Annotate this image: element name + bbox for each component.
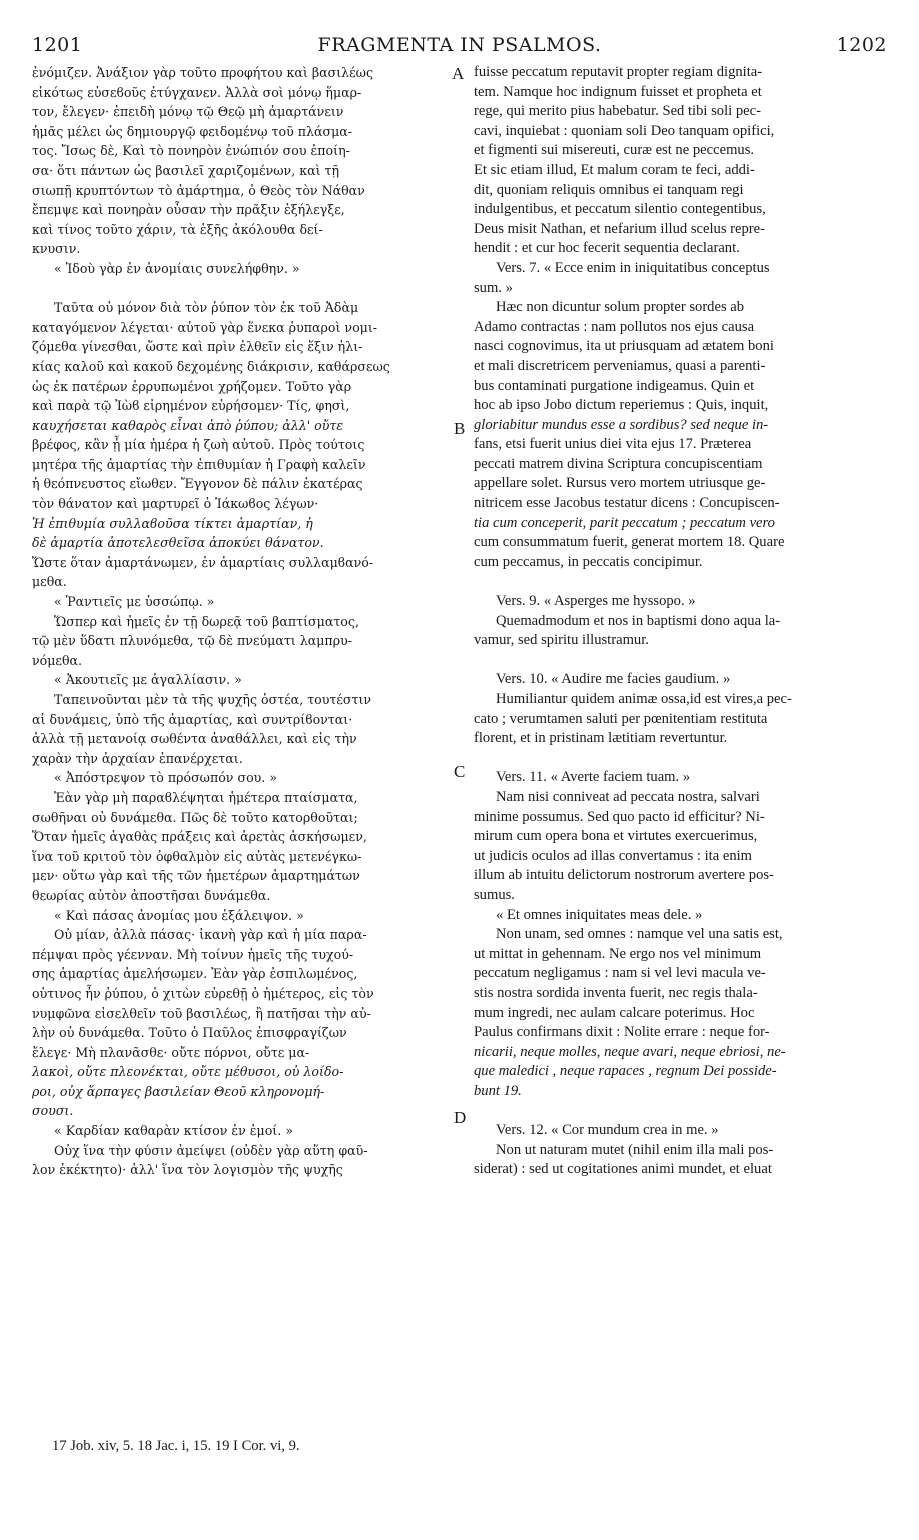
greek-line: ὡς ἐκ πατέρων ἐρρυπωμένοι χρήζομεν. Τοῦτο γὰρ (32, 378, 352, 394)
greek-line: βρέφος, κἂν ᾖ μία ἡμέρα ἡ ζωὴ αὐτοῦ. Πρὸς τούτοις (32, 437, 365, 453)
latin-verse-heading: Vers. 10. « Audire me facies gaudium. » (496, 671, 731, 688)
latin-line: illum ab intuitu delictorum nostrorum avertere pos- (474, 867, 774, 884)
latin-lemma: « Et omnes iniquitates meas dele. » (496, 906, 703, 923)
latin-line: que maledici , neque rapaces , regnum Dei posside- (474, 1063, 777, 1080)
greek-line: Ταῦτα οὐ μόνον διὰ τὸν ῥύπον τὸν ἐκ τοῦ Ἀδὰμ (54, 300, 359, 316)
latin-line: peccati matrem divina Scriptura concupiscentiam (474, 455, 763, 472)
latin-verse-heading: Vers. 11. « Averte faciem tuam. » (496, 769, 691, 786)
greek-line: λὴν οὐ δυνάμεθα. Τοῦτο ὁ Παῦλος ἐπισφραγίζων (32, 1025, 347, 1041)
running-title: FRAGMENTA IN PSALMOS. (317, 34, 602, 56)
greek-line: Οὐχ ἵνα τὴν φύσιν ἀμείψει (οὐδὲν γὰρ αὕτη φαῦ- (54, 1142, 368, 1158)
greek-line: πέμψαι πρὸς γέενναν. Μὴ τοίνυν ἡμεῖς τῆς τυχού- (32, 946, 354, 962)
margin-letter-b: B (454, 419, 466, 438)
latin-line: fans, etsi fuerit unius diei vita ejus 17. Præterea (474, 436, 752, 453)
latin-line: sumus. (474, 886, 515, 903)
greek-line: ἵνα τοῦ κριτοῦ τὸν ὀφθαλμὸν εἰς αὐτὰς μετενέγκω- (32, 848, 362, 864)
page-number-left: 1201 (32, 34, 83, 56)
latin-line: hendit : et cur hoc fecerit sequentia declarant. (474, 240, 740, 257)
latin-line: Non ut naturam mutet (nihil enim illa mali pos- (496, 1141, 774, 1158)
greek-line: καυχήσεται καθαρὸς εἶναι ἀπὸ ῥύπου; ἀλλ' οὔτε (32, 417, 344, 433)
margin-letter-d: D (454, 1108, 467, 1127)
greek-lemma: « Ῥαντιεῖς με ὑσσώπῳ. » (54, 594, 215, 610)
greek-line: ἐνόμιζεν. Ἀνάξιον γὰρ τοῦτο προφήτου καὶ βασιλέως (32, 65, 373, 80)
latin-line: mirum cum opera bona et virtutes exercuerimus, (474, 828, 758, 845)
margin-letter-a: A (452, 64, 465, 83)
latin-line: bus contaminati purgatione indigeamus. Quin et (474, 377, 755, 394)
greek-line: καταγόμενον λέγεται· αὐτοῦ γὰρ ἕνεκα ῥυπαροὶ νομι- (32, 319, 378, 335)
greek-line: ἔπεμψε καὶ πονηρὰν οὖσαν τὴν πρᾶξιν ἐξήλεγξε, (32, 202, 345, 218)
latin-column (474, 63, 886, 1180)
latin-line: ut mittat in gehennam. Ne ergo nos vel minimum (474, 945, 762, 962)
greek-line: ἡ θεόπνευστος εἴωθεν. Ἔγγονον δὲ πάλιν ἑκατέρας (32, 476, 363, 492)
greek-line: ἀλλὰ τῇ μετανοίᾳ σωθέντα ἀναθάλλει, καὶ εἰς τὴν (32, 731, 357, 747)
greek-line: τος. Ἴσως δὲ, Καὶ τὸ πονηρὸν ἐνώπιόν σου ἐποίη- (32, 143, 350, 159)
greek-line: ἔλεγε· Μὴ πλανᾶσθε· οὔτε πόρνοι, οὔτε μα- (32, 1044, 310, 1060)
page-number-right: 1202 (836, 34, 887, 56)
latin-line: indulgentibus, et peccatum silentio contegentibus, (474, 201, 766, 218)
latin-line: et figmenti sui misereuti, curæ est ne peccemus. (474, 142, 755, 159)
greek-line: εἰκότως εὐσεϐοῦς ἐτύγχανεν. Ἀλλὰ σοὶ μόνῳ ἥμαρ- (32, 84, 362, 100)
latin-verse-heading: Vers. 12. « Cor mundum crea in me. » (496, 1122, 719, 1139)
greek-line: κίας καλοῦ καὶ κακοῦ δεχομένης διάκρισιν, καθάρσεως (32, 358, 390, 374)
latin-line: mum ingredi, nec aulam calcare poterimus. Hoc (474, 1004, 755, 1021)
greek-line: λακοὶ, οὔτε πλεονέκται, οὔτε μέθυσοι, οὐ λοίδο- (32, 1064, 344, 1080)
greek-line: τὸν θάνατον καὶ μαρτυρεῖ ὁ Ἰάκωϐος λέγων· (32, 496, 319, 512)
latin-line: tem. Namque hoc indignum fuisset et propheta et (474, 83, 762, 100)
latin-line: Deus misit Nathan, et nefarium illud scelus repre- (474, 220, 765, 237)
latin-line: hoc ab ipso Jobo dictum reperiemus : Quis, inquit, (474, 397, 769, 414)
greek-line: ἡμᾶς μέλει ὡς δημιουργῷ φειδομένῳ τοῦ πλάσμα- (32, 123, 353, 139)
greek-line: αἱ δυνάμεις, ὑπὸ τῆς ἁμαρτίας, καὶ συντρίϐονται· (32, 711, 353, 727)
latin-line: bunt 19. (474, 1082, 522, 1099)
latin-line: et mali discretricem perveniamus, quasi a parenti- (474, 357, 766, 374)
greek-lemma: « Καρδίαν καθαρὰν κτίσον ἐν ἐμοί. » (54, 1123, 293, 1139)
greek-line: σης ἁμαρτίας ἀμελήσωμεν. Ἐὰν γὰρ ἐσπιλωμένος, (32, 966, 358, 982)
greek-line: νόμεθα. (32, 652, 83, 668)
greek-line: μεθα. (32, 574, 67, 590)
latin-line: Humiliantur quidem animæ ossa,id est vires,a pec- (496, 691, 792, 707)
latin-line: Non unam, sed omnes : namque vel una satis est, (496, 926, 783, 943)
greek-line: τον, ἔλεγεν· ἐπειδὴ μόνῳ τῷ Θεῷ μὴ ἁμαρτάνειν (32, 104, 344, 120)
greek-lemma: « Ἰδοὺ γὰρ ἐν ἀνομίαις συνελήφθην. » (54, 260, 300, 276)
greek-line: δὲ ἁμαρτία ἀποτελεσθεῖσα ἀποκύει θάνατον. (32, 535, 324, 551)
latin-line: cavi, inquiebat : quoniam soli Deo tanquam opifici, (474, 122, 775, 139)
latin-line: Nam nisi conniveat ad peccata nostra, salvari (496, 788, 760, 805)
greek-line: Ἡ ἐπιθυμία συλλαϐοῦσα τίκτει ἁμαρτίαν, ἡ (32, 515, 313, 531)
greek-line: Ταπεινοῦνται μὲν τὰ τῆς ψυχῆς ὀστέα, τουτέστιν (54, 692, 372, 707)
latin-line: Adamo contractas : nam pollutos nos ejus causa (474, 318, 755, 335)
greek-line: χαρὰν τὴν ἀρχαίαν ἐπανέρχεται. (32, 750, 243, 766)
latin-line: tia cum conceperit, parit peccatum ; peccatum vero (474, 514, 775, 531)
latin-line: stis nostra sordida inventa fuerit, nec regis thala- (474, 984, 758, 1001)
latin-line: cato ; verumtamen saluti per pœnitentiam restituta (474, 710, 768, 727)
greek-lemma: « Ἀκουτιεῖς με ἀγαλλίασιν. » (54, 672, 242, 688)
greek-line: νυμφῶνα εἰσελθεῖν τοῦ βασιλέως, ἢ πατῆσαι τὴν αὐ- (32, 1005, 371, 1021)
greek-line: μητέρα τῆς ἁμαρτίας τὴν ἐπιθυμίαν ἡ Γραφὴ καλεῖν (32, 456, 366, 472)
greek-lemma: « Ἀπόστρεψον τὸ πρόσωπόν σου. » (54, 770, 278, 786)
greek-line: Ὥστε ὅταν ἁμαρτάνωμεν, ἐν ἁμαρτίαις συλλαμϐανό- (32, 554, 374, 570)
latin-line: fuisse peccatum reputavit propter regiam dignita- (474, 64, 763, 80)
greek-line: ζόμεθα γίνεσθαι, ὥστε καὶ πρὶν ἐλθεῖν εἰς ἕξιν ἡλι- (32, 339, 363, 355)
greek-column (32, 63, 452, 1180)
greek-line: σιωπῇ κρυπτόντων τὸ ἁμάρτημα, ὁ Θεὸς τὸν Νάθαν (32, 182, 365, 198)
greek-line: καὶ παρὰ τῷ Ἰὼϐ εἰρημένον εὑρήσομεν· Τίς, φησὶ, (32, 398, 350, 414)
latin-line: peccatum negligamus : nam si vel levi macula ve- (474, 965, 766, 982)
latin-line: siderat) : sed ut cogitationes animi mundet, et eluat (474, 1161, 772, 1178)
greek-lemma: « Καὶ πάσας ἀνομίας μου ἐξάλειψον. » (54, 907, 304, 923)
latin-line: nitricem esse Jacobus testatur dicens : Concupiscen- (474, 495, 780, 512)
latin-line: nicarii, neque molles, neque avari, neque ebriosi, ne- (474, 1043, 786, 1060)
latin-line: Et sic etiam illud, Et malum coram te feci, addi- (474, 161, 755, 178)
latin-line: sum. » (474, 279, 513, 296)
greek-line: τῷ μὲν ὕδατι πλυνόμεθα, τῷ δὲ πνεύματι λαμπρυ- (32, 633, 353, 649)
latin-line: cum consummatum fuerit, generat mortem 18. Quare (474, 534, 785, 551)
greek-line: σουσι. (32, 1103, 74, 1119)
latin-line: Quemadmodum et nos in baptismi dono aqua la- (496, 612, 781, 629)
greek-line: σα· ὅτι πάντων ὡς βασιλεῖ χαριζομένων, καὶ τῇ (32, 162, 340, 178)
greek-line: οὑτινος ἦν ῥύπου, ὁ χιτὼν εὑρεθῇ ὁ ἡμέτερος, εἰς τὸν (32, 985, 374, 1001)
greek-line: Ἐὰν γὰρ μὴ παραϐλέψηται ἡμέτερα πταίσματα, (54, 789, 358, 805)
latin-line: gloriabitur mundus esse a sordibus? sed neque in- (474, 416, 769, 433)
footnotes: 17 Job. xiv, 5. 18 Jac. i, 15. 19 I Cor. vi, 9. (52, 1438, 300, 1454)
latin-line: cum peccamus, in peccatis concipimur. (474, 553, 703, 570)
latin-line: nasci cognovimus, ita ut priusquam ad ætatem boni (474, 338, 774, 355)
latin-line: dit, quoniam reliquis omnibus ei tanquam regi (474, 181, 744, 198)
greek-line: Ὅταν ἡμεῖς ἀγαθὰς πράξεις καὶ ἀρετὰς ἀσκήσωμεν, (32, 829, 367, 845)
latin-verse-heading: Vers. 9. « Asperges me hyssopo. » (496, 593, 696, 610)
greek-line: κνυσιν. (32, 241, 81, 257)
greek-line: λον ἐκέκτητο)· ἀλλ' ἵνα τὸν λογισμὸν τῆς ψυχῆς (32, 1162, 343, 1178)
greek-line: σωθῆναι οὐ δυνάμεθα. Πῶς δὲ τοῦτο κατορθοῦται; (32, 809, 358, 825)
latin-line: florent, et in pristinam lætitiam revertuntur. (474, 730, 728, 747)
greek-line: μεν· οὕτω γὰρ καὶ τῆς τῶν ἡμετέρων ἁμαρτημάτων (32, 868, 360, 884)
greek-line: Ὥσπερ καὶ ἡμεῖς ἐν τῇ δωρεᾷ τοῦ βαπτίσματος, (54, 613, 359, 629)
latin-line: ut judicis oculos ad illas convertamus : ita enim (474, 847, 753, 864)
latin-line: appellare solet. Rursus vero mortem utriusque ge- (474, 475, 766, 492)
margin-letter-c: C (454, 762, 466, 781)
latin-verse-heading: Vers. 7. « Ecce enim in iniquitatibus conceptus (496, 259, 770, 276)
greek-line: καὶ τίνος τοῦτο χάριν, τὰ ἑξῆς ἀκόλουθα δεί- (32, 221, 323, 237)
latin-line: vamur, sed spiritu illustramur. (474, 632, 649, 649)
greek-line: θεωρίας αὐτὸν ἀποστῆσαι δυνάμεθα. (32, 887, 271, 903)
greek-line: Οὐ μίαν, ἀλλὰ πάσας· ἱκανὴ γὰρ καὶ ἡ μία παρα- (54, 927, 367, 943)
greek-line: ροι, οὐχ ἅρπαγες βασιλείαν Θεοῦ κληρονομή- (32, 1083, 325, 1099)
latin-line: rege, qui merito pius habebatur. Sed tibi soli pec- (474, 103, 761, 120)
latin-line: Paulus confirmans dixit : Nolite errare : neque for- (474, 1024, 770, 1041)
latin-line: minime possumus. Sed quo pacto id efficitur? Ni- (474, 808, 765, 825)
latin-line: Hæc non dicuntur solum propter sordes ab (496, 299, 745, 316)
